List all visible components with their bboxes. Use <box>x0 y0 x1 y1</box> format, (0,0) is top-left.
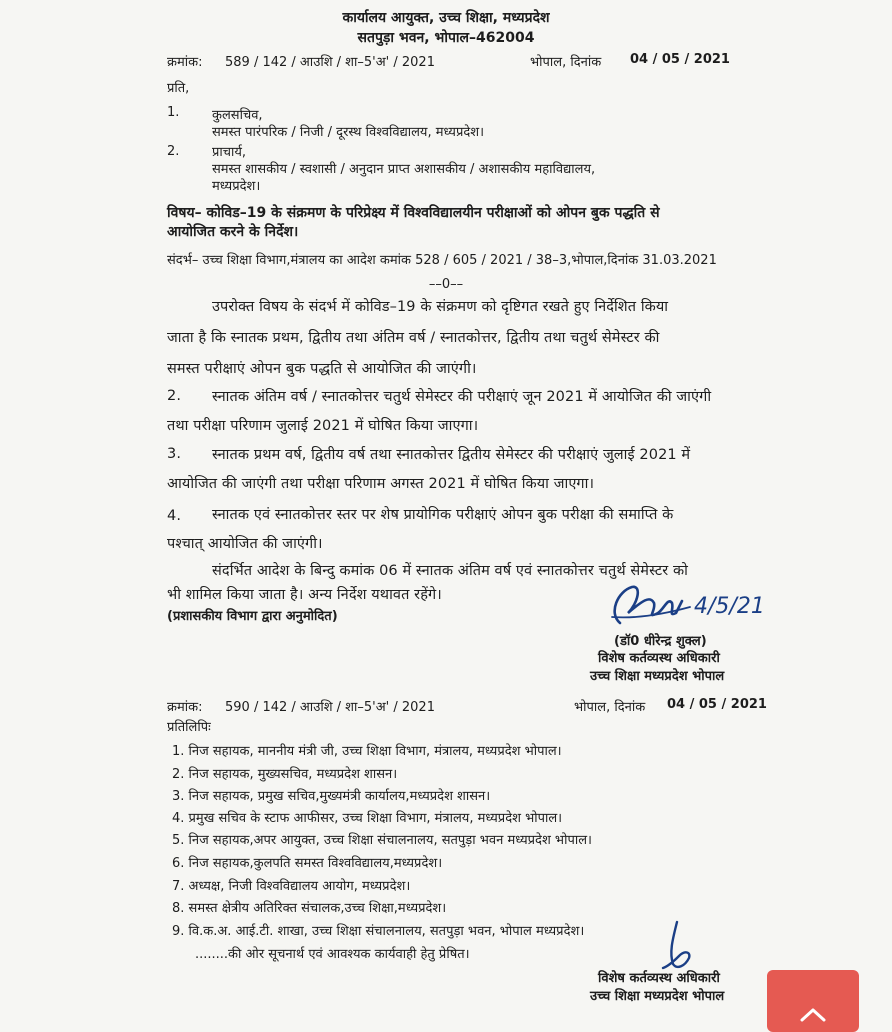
para3-number: 3. <box>167 446 182 462</box>
ref1-label: क्रमांक: <box>167 55 203 70</box>
office-address: सतपुड़ा भवन, भोपाल–462004 <box>357 30 535 46</box>
para1-line2: जाता है कि स्नातक प्रथम, द्वितीय तथा अंतिम वर्ष / स्नातकोत्तर, द्वितीय तथा चतुर्थ सेमेस्टर की <box>167 330 660 346</box>
ref1-date: 04 / 05 / 2021 <box>630 52 730 67</box>
copy-item: 1. निज सहायक, माननीय मंत्री जी, उच्च शिक्षा विभाग, मंत्रालय, मध्यप्रदेश भोपाल। <box>172 744 562 759</box>
handwritten-signature <box>598 573 768 633</box>
signature-date: 4/5/21 <box>694 594 765 619</box>
para4-number: 4. <box>167 508 182 524</box>
para3-line2: आयोजित की जाएंगी तथा परीक्षा परिणाम अगस्त 2021 में घोषित किया जाएगा। <box>167 476 595 492</box>
to-item1-line1: कुलसचिव, <box>212 108 263 123</box>
para4-line2: पश्चात् आयोजित की जाएंगी। <box>167 536 323 552</box>
signatory2-designation: विशेष कर्तव्यस्थ अधिकारी <box>598 971 720 986</box>
ref1-number: 589 / 142 / आउशि / शा–5'अ' / 2021 <box>225 55 435 70</box>
to-item1-line2: समस्त पारंपरिक / निजी / दूरस्थ विश्वविद्यालय, मध्यप्रदेश। <box>212 125 485 140</box>
copy-item: 3. निज सहायक, प्रमुख सचिव,मुख्यमंत्री कार्यालय,मध्यप्रदेश शासन। <box>172 789 491 804</box>
to-item2-line1: प्राचार्य, <box>212 145 247 160</box>
reference-line: संदर्भ– उच्च शिक्षा विभाग,मंत्रालय का आदेश कमांक 528 / 605 / 2021 / 38–3,भोपाल,दिनांक 31.03.2021 <box>167 253 717 268</box>
copy-label: प्रतिलिपिः <box>167 720 211 735</box>
to-item2-line3: मध्यप्रदेश। <box>212 179 261 194</box>
to-label: प्रति, <box>167 81 190 96</box>
signatory-name: (डॉ0 धीरेन्द्र शुक्ल) <box>614 634 707 649</box>
approval-note: (प्रशासकीय विभाग द्वारा अनुमोदित) <box>167 609 338 624</box>
copy-item: 9. वि.क.अ. आई.टी. शाखा, उच्च शिक्षा संचालनालय, सतपुड़ा भवन, भोपाल मध्यप्रदेश। <box>172 924 585 939</box>
office-title: कार्यालय आयुक्त, उच्च शिक्षा, मध्यप्रदेश <box>342 10 550 26</box>
para1-line1: उपरोक्त विषय के संदर्भ में कोविड–19 के संक्रमण को दृष्टिगत रखते हुए निर्देशित किया <box>212 299 669 315</box>
copy-item: 4. प्रमुख सचिव के स्टाफ आफीसर, उच्च शिक्षा विभाग, मंत्रालय, मध्यप्रदेश भोपाल। <box>172 811 563 826</box>
para1-line3: समस्त परीक्षाएं ओपन बुक पद्धति से आयोजित की जाएंगी। <box>167 361 477 377</box>
signatory-office: उच्च शिक्षा मध्यप्रदेश भोपाल <box>590 669 725 684</box>
copy-closing: ........की ओर सूचनार्थ एवं आवश्यक कार्यवाही हेतु प्रेषित। <box>195 947 470 962</box>
para5-line1: संदर्भित आदेश के बिन्दु कमांक 06 में स्नातक अंतिम वर्ष एवं स्नातकोत्तर चतुर्थ सेमेस्टर को <box>212 563 688 579</box>
para2-line2: तथा परीक्षा परिणाम जुलाई 2021 में घोषित किया जाएगा। <box>167 418 479 434</box>
initials-mark <box>655 918 703 974</box>
ref2-label: क्रमांक: <box>167 700 203 715</box>
para3-line1: स्नातक प्रथम वर्ष, द्वितीय वर्ष तथा स्नातकोत्तर द्वितीय सेमेस्टर की परीक्षाएं जुलाई 2021 में <box>212 447 691 463</box>
subject-line1: विषय– कोविड–19 के संक्रमण के परिप्रेक्ष्य में विश्वविद्यालयीन परीक्षाओं को ओपन बुक पद्धति से <box>167 205 660 221</box>
chevron-up-icon <box>799 1006 827 1022</box>
copy-item: 8. समस्त क्षेत्रीय अतिरिक्त संचालक,उच्च शिक्षा,मध्यप्रदेश। <box>172 901 447 916</box>
copy-item: 2. निज सहायक, मुख्यसचिव, मध्यप्रदेश शासन। <box>172 767 398 782</box>
copy-item: 6. निज सहायक,कुलपति समस्त विश्वविद्यालय,मध्यप्रदेश। <box>172 856 443 871</box>
ref1-place-date-label: भोपाल, दिनांक <box>530 55 602 70</box>
para5-line2: भी शामिल किया जाता है। अन्य निर्देश यथावत रहेंगे। <box>167 587 442 603</box>
ref2-number: 590 / 142 / आउशि / शा–5'अ' / 2021 <box>225 700 435 715</box>
para2-number: 2. <box>167 388 182 404</box>
to-item2-line2: समस्त शासकीय / स्वशासी / अनुदान प्राप्त अशासकीय / अशासकीय महाविद्यालय, <box>212 162 596 177</box>
para2-line1: स्नातक अंतिम वर्ष / स्नातकोत्तर चतुर्थ सेमेस्टर की परीक्षाएं जून 2021 में आयोजित की जाएंगी <box>212 389 712 405</box>
ref2-place-date-label: भोपाल, दिनांक <box>574 700 646 715</box>
ref2-date: 04 / 05 / 2021 <box>667 697 767 712</box>
subject-line2: आयोजित करने के निर्देश। <box>167 224 299 240</box>
signatory2-office: उच्च शिक्षा मध्यप्रदेश भोपाल <box>590 989 725 1004</box>
to-item2-number: 2. <box>167 144 180 159</box>
copy-item: 7. अध्यक्ष, निजी विश्वविद्यालय आयोग, मध्यप्रदेश। <box>172 879 411 894</box>
separator: ––0–– <box>428 277 464 292</box>
para4-line1: स्नातक एवं स्नातकोत्तर स्तर पर शेष प्रायोगिक परीक्षाएं ओपन बुक परीक्षा की समाप्ति के <box>212 507 674 523</box>
signatory-designation: विशेष कर्तव्यस्थ अधिकारी <box>598 651 720 666</box>
copy-item: 5. निज सहायक,अपर आयुक्त, उच्च शिक्षा संचालनालय, सतपुड़ा भवन मध्यप्रदेश भोपाल। <box>172 833 592 848</box>
scroll-to-top-button[interactable] <box>767 970 859 1032</box>
to-item1-number: 1. <box>167 105 180 120</box>
